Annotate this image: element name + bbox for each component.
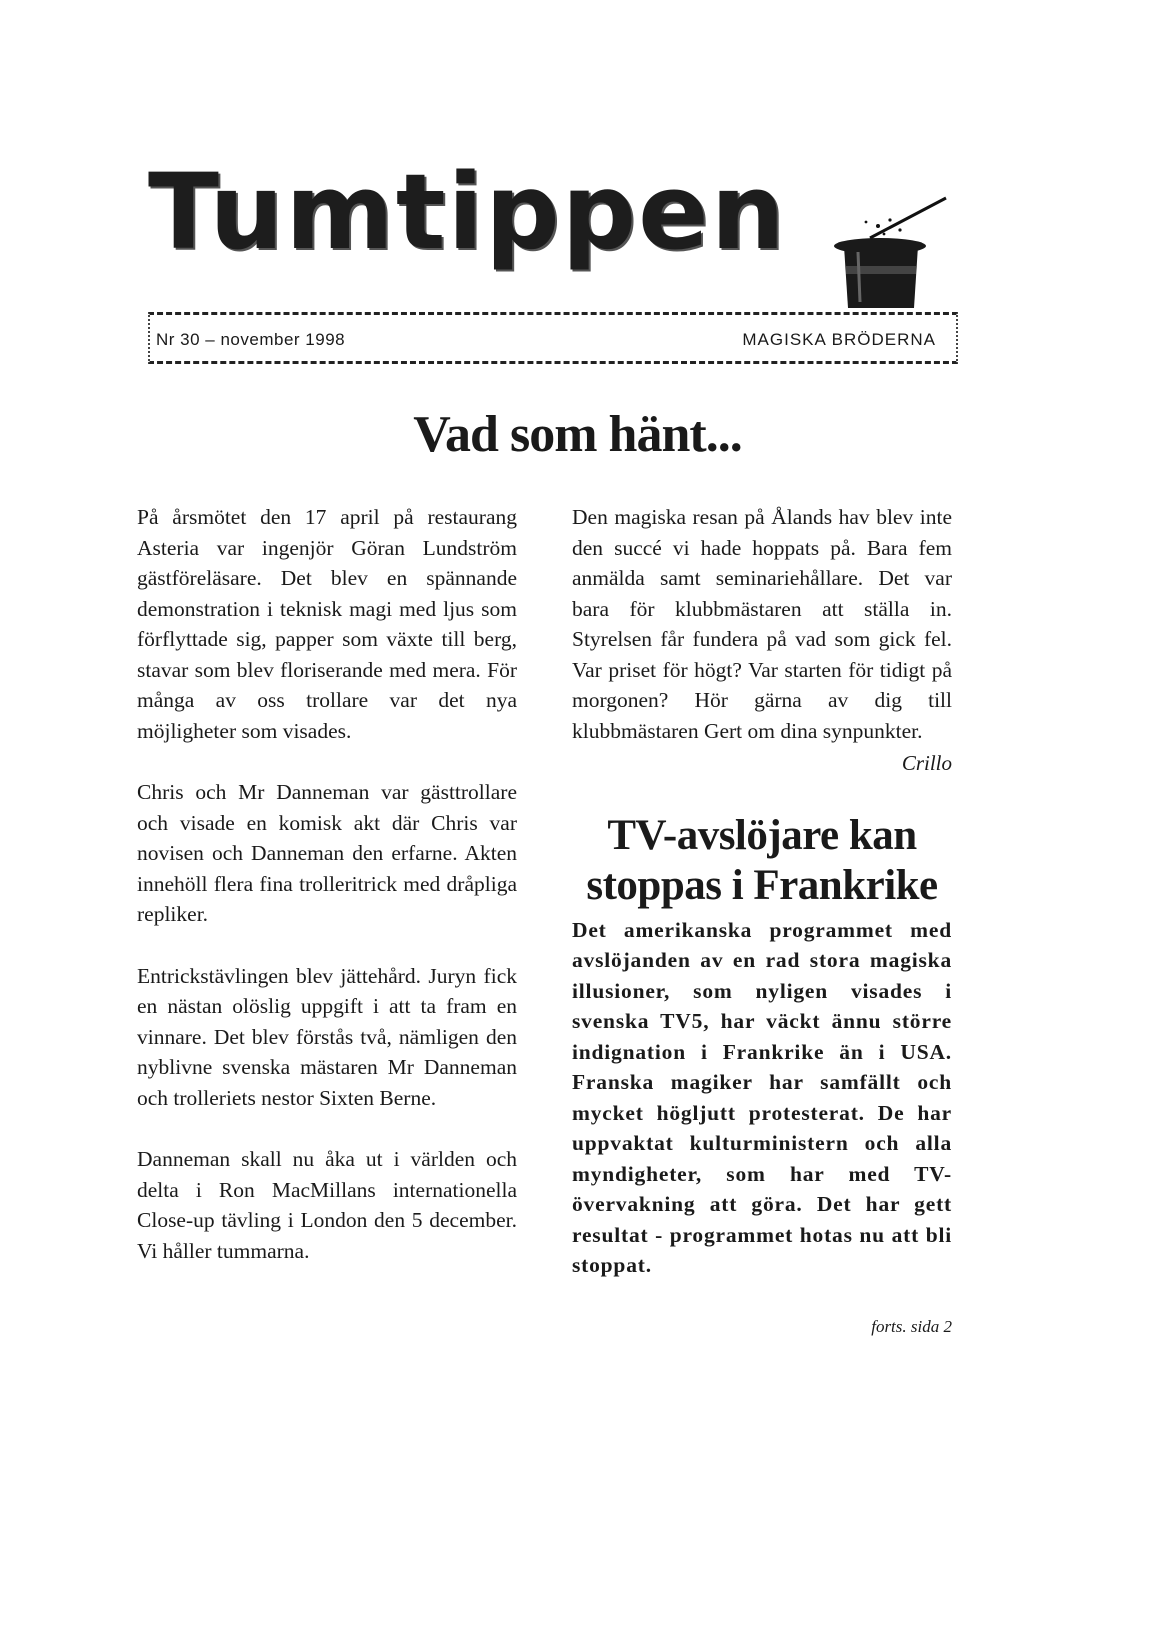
paragraph-aland-trip: Den magiska resan på Ålands hav blev inte den succé vi hade hoppats på. Bara fem anmälda samt seminariehållare. Det var bara för klubbmästaren att ställa in. Styrelsen får fundera på vad som gick fel. Var priset för högt? Var starten för tidigt på morgonen? Hör gärna av dig till klubbmästaren Gert om dina synpunkter.	[572, 505, 952, 743]
issue-number: Nr 30 – november 1998	[156, 330, 346, 349]
paragraph-trick-competition: Entrickstävlingen blev jättehård. Juryn fick en nästan olöslig uppgift i att ta fram en vinnare. Det blev förstås två, nämligen den nyblivne svenska mästaren Mr Danneman och trolleriets nestor Sixten Berne.	[137, 963, 517, 1110]
main-headline: Vad som hänt...	[413, 406, 742, 463]
paragraph-guest-magicians: Chris och Mr Danneman var gästtrollare och visade en komisk akt där Chris var novisen och Danneman den erfarne. Akten innehöll flera fina trolleritrick med dråpliga repliker.	[137, 780, 517, 926]
magic-hat-icon	[818, 196, 948, 312]
organization-name: MAGISKA BRÖDERNA	[742, 330, 936, 349]
continued-note: forts. sida 2	[871, 1316, 952, 1336]
masthead-title: Tumtippen	[148, 151, 787, 273]
right-column	[572, 502, 952, 1342]
paragraph-close-up-london: Danneman skall nu åka ut i världen och delta i Ron MacMillans internationella Close-up tävling i London den 5 december. Vi håller tummarna.	[137, 1147, 517, 1263]
issue-info-bar	[148, 312, 958, 364]
paragraph-annual-meeting: På årsmötet den 17 april på restaurang Asteria var ingenjör Göran Lundström gästföreläsare. Det blev en spännande demonstration i teknisk magi med ljus som förflyttade sig, papper som växte till berg, stavar som blev floriserande med mera. För många av oss trollare var det nya möjligheter som visades.	[137, 505, 517, 743]
article-body-tv: Det amerikanska programmet med avslöjanden av en rad stora magiska illusioner, som nyligen visades i svenska TV5, har väckt ännu större indignation i Frankrike än i USA. Franska magiker har samfällt och mycket högljutt protesterat. De har uppvaktat kulturministern och alla myndigheter, som har med TV-övervakning att göra. Det har gett resultat - programmet hotas nu att bli stoppat.	[572, 917, 952, 1277]
byline: Crillo	[901, 751, 952, 775]
article-headline-tv: TV-avslöjare kan stoppas i Frankrike	[586, 811, 938, 909]
left-column	[137, 502, 517, 1297]
